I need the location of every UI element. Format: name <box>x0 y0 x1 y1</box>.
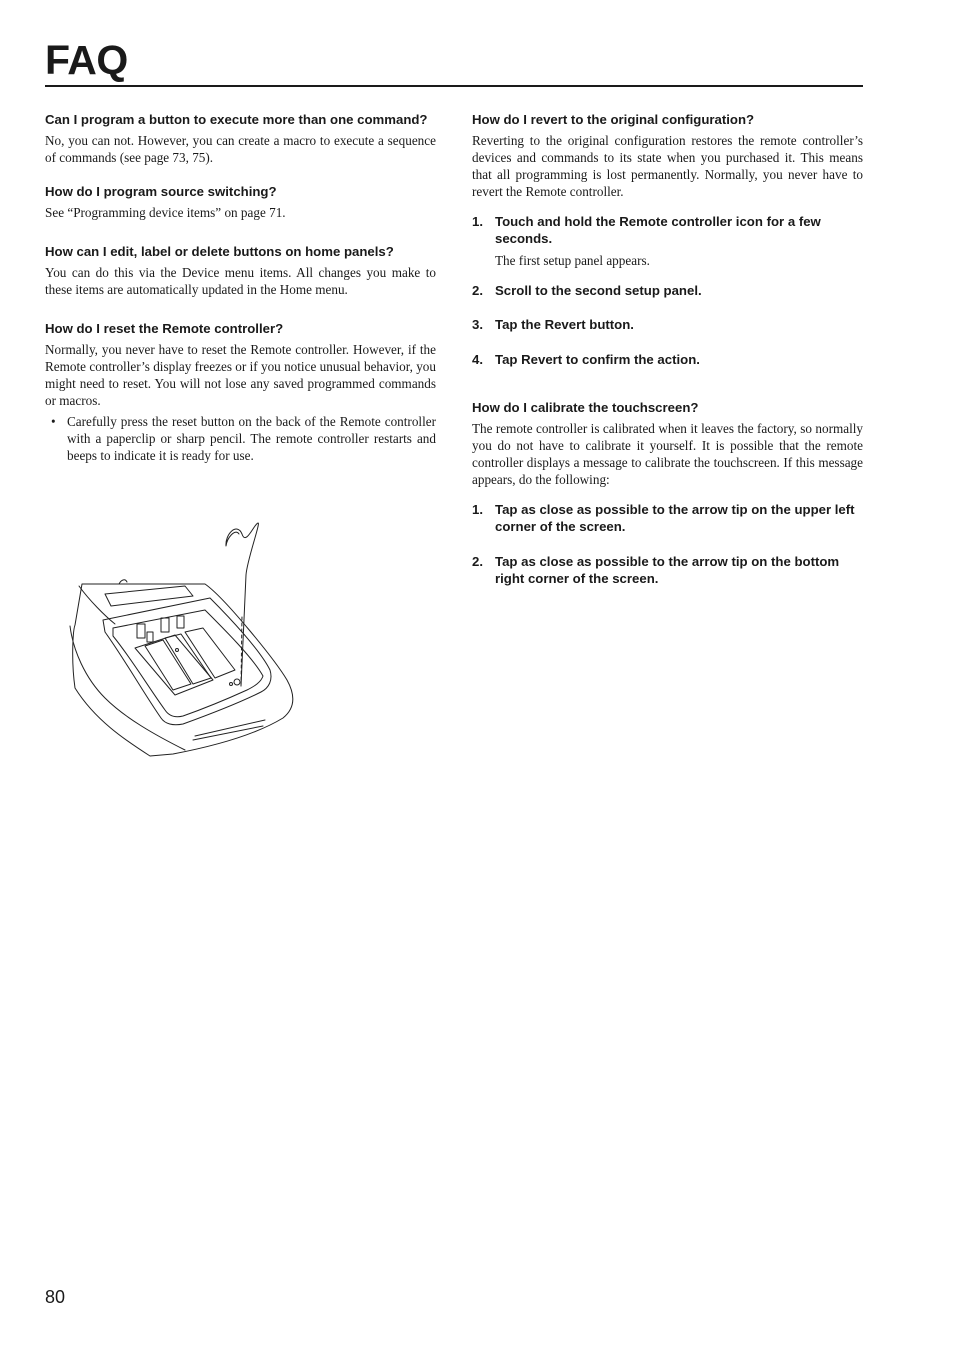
step-text: Touch and hold the Remote controller icon for a few seconds. <box>495 214 821 246</box>
step-text: Tap as close as possible to the arrow tip on the bottom right corner of the screen. <box>495 554 840 586</box>
reset-bullet-text: Carefully press the reset button on the back of the Remote controller with a paperclip or sharp pencil. The remote controller restarts and beeps to indicate it is ready for use. <box>67 414 436 463</box>
left-column <box>45 111 436 464</box>
step-text: Scroll to the second setup panel. <box>495 283 702 298</box>
step-text: Tap as close as possible to the arrow tip on the upper left corner of the screen. <box>495 502 855 534</box>
faq-answer-multi-command: No, you can not. However, you can create a macro to execute a sequence of commands (see page 73, 75). <box>45 133 436 165</box>
step-number: 2. <box>472 283 483 298</box>
page-title: FAQ <box>45 37 128 83</box>
step-number: 3. <box>472 317 483 332</box>
faq-answer-calibrate: The remote controller is calibrated when it leaves the factory, so normally you do not have to calibrate it yourself. It is possible that the remote controller displays a message to calibrate the touchscreen. If this message appears, do the following: <box>472 421 863 487</box>
revert-step-2 <box>472 282 863 299</box>
faq-question-calibrate: How do I calibrate the touchscreen? <box>472 400 699 415</box>
faq-question-multi-command: Can I program a button to execute more than one command? <box>45 112 428 127</box>
remote-reset-illustration <box>65 520 300 758</box>
step-text: Tap Revert to confirm the action. <box>495 352 700 367</box>
calibrate-step-1 <box>472 501 863 535</box>
faq-answer-source-switching: See “Programming device items” on page 71. <box>45 205 286 220</box>
faq-question-source-switching: How do I program source switching? <box>45 184 277 199</box>
faq-question-reset: How do I reset the Remote controller? <box>45 321 284 336</box>
revert-step-4 <box>472 351 863 368</box>
faq-answer-edit-buttons: You can do this via the Device menu items. All changes you make to these items are automatically updated in the Home menu. <box>45 265 436 297</box>
faq-answer-revert: Reverting to the original configuration restores the remote controller’s devices and commands to its state when you purchased it. This means that all programming is lost permanently. Normally, you never have to revert the Remote controller. <box>472 133 863 199</box>
step-note: The first setup panel appears. <box>495 253 650 268</box>
title-rule <box>45 85 863 87</box>
faq-question-revert: How do I revert to the original configuration? <box>472 112 755 127</box>
faq-answer-reset: Normally, you never have to reset the Remote controller. However, if the Remote controller’s display freezes or if you notice unusual behavior, you might need to reset. You will not lose any saved programmed commands or macros. <box>45 342 436 408</box>
step-number: 1. <box>472 214 483 229</box>
bullet-mark: • <box>51 414 56 429</box>
revert-step-3 <box>472 316 863 333</box>
right-column <box>472 111 863 587</box>
page-number: 80 <box>45 1287 66 1307</box>
step-number: 2. <box>472 554 483 569</box>
step-number: 1. <box>472 502 483 517</box>
revert-step-1 <box>472 213 863 247</box>
step-text: Tap the Revert button. <box>495 317 634 332</box>
faq-question-edit-buttons: How can I edit, label or delete buttons on home panels? <box>45 244 394 259</box>
step-number: 4. <box>472 352 483 367</box>
reset-bullet <box>45 413 436 464</box>
calibrate-step-2 <box>472 553 863 587</box>
